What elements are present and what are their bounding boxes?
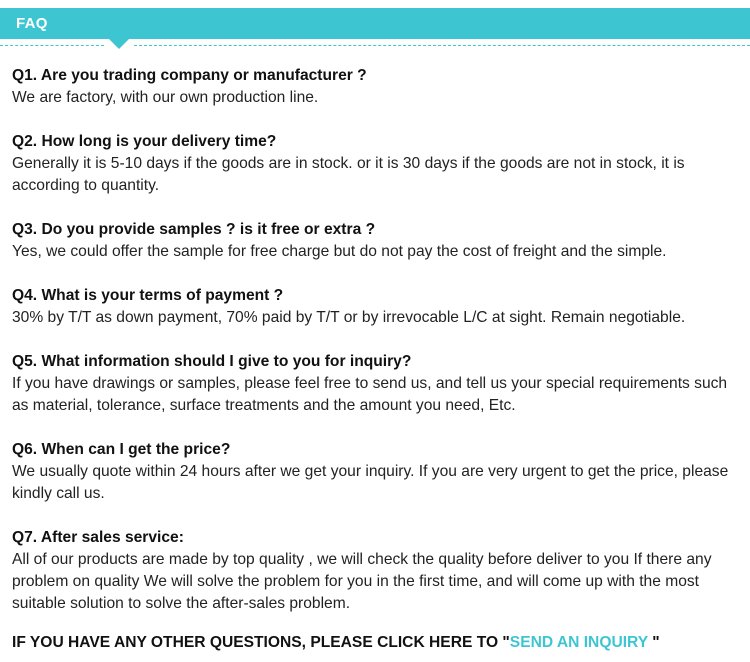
faq-answer: We are factory, with our own production line. <box>12 89 319 106</box>
faq-item-q7 <box>12 527 742 615</box>
faq-question: Q3. Do you provide samples ? is it free or extra ? <box>12 221 376 238</box>
faq-header-bar <box>0 8 750 39</box>
inquiry-prompt-closing: " <box>647 634 660 651</box>
faq-answer: All of our products are made by top quality , we will check the quality before deliver to you If there any problem on quality We will solve the problem for you in the first time, and will come up with the most suitable solution to solve the after-sales problem. <box>12 551 712 612</box>
faq-question: Q6. When can I get the price? <box>12 441 231 458</box>
faq-answer: Yes, we could offer the sample for free charge but do not pay the cost of freight and the simple. <box>12 243 667 260</box>
inquiry-prompt-text: IF YOU HAVE ANY OTHER QUESTIONS, PLEASE CLICK HERE TO " <box>12 634 510 651</box>
faq-answer: Generally it is 5-10 days if the goods are in stock. or it is 30 days if the goods are not in stock, it is according to quantity. <box>12 155 685 194</box>
faq-answer: We usually quote within 24 hours after we get your inquiry. If you are very urgent to get the price, please kindly call us. <box>12 463 729 502</box>
faq-question: Q7. After sales service: <box>12 529 184 546</box>
faq-header-title: FAQ <box>16 15 48 32</box>
faq-item-q2 <box>12 131 742 197</box>
send-inquiry-link[interactable]: SEND AN INQUIRY <box>509 634 648 651</box>
faq-item-q4 <box>12 285 742 329</box>
faq-question: Q2. How long is your delivery time? <box>12 133 277 150</box>
dashed-divider-right <box>134 45 750 46</box>
faq-question: Q4. What is your terms of payment ? <box>12 287 284 304</box>
faq-item-q3 <box>12 219 742 263</box>
faq-question: Q1. Are you trading company or manufacturer ? <box>12 67 367 84</box>
faq-answer: If you have drawings or samples, please feel free to send us, and tell us your special requirements such as material, tolerance, surface treatments and the amount you need, Etc. <box>12 375 728 414</box>
faq-item-q5 <box>12 351 742 417</box>
inquiry-call-to-action <box>12 632 742 654</box>
faq-item-q6 <box>12 439 742 505</box>
header-notch-arrow <box>109 39 129 49</box>
faq-list <box>12 65 742 637</box>
faq-answer: 30% by T/T as down payment, 70% paid by T/T or by irrevocable L/C at sight. Remain negotiable. <box>12 309 686 326</box>
faq-item-q1 <box>12 65 742 109</box>
dashed-divider-left <box>0 45 104 46</box>
faq-question: Q5. What information should I give to you for inquiry? <box>12 353 412 370</box>
